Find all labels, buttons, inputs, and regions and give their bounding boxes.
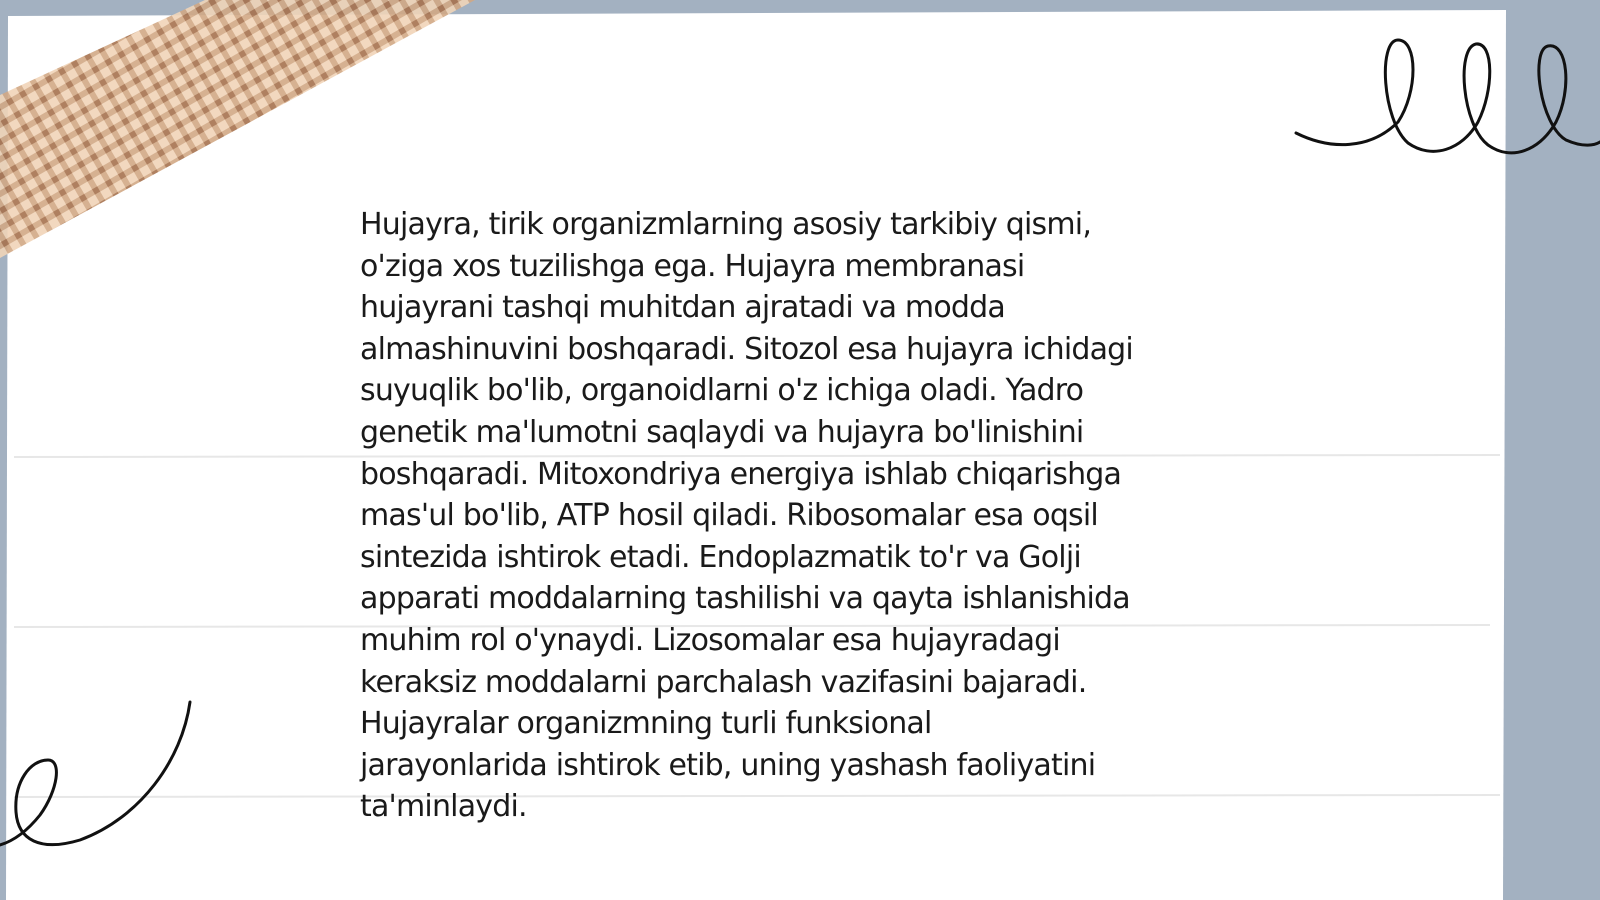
document-paragraph: Hujayra, tirik organizmlarning asosiy tarkibiy qismi, o'ziga xos tuzilishga ega. Hujayra membranasi hujayrani tashqi muhitdan ajratadi va modda almashinuvini boshqaradi. Sitozol esa hujayra ichidagi suyuqlik bo'lib, organoidlarni o'z ichiga oladi. Yadro genetik ma'lumotni saqlaydi va hujayra bo'linishini boshqaradi. Mitoxondriya energiya ishlab chiqarishga mas'ul bo'lib, ATP hosil qiladi. Ribosomalar esa oqsil sintezida ishtirok etadi. Endoplazmatik to'r va Golji apparati moddalarning tashilishi va qayta ishlanishida muhim rol o'ynaydi. Lizosomalar esa hujayradagi keraksiz moddalarni parchalash vazifasini bajaradi. Hujayralar organizmning turli funksional jarayonlarida ishtirok etib, uning yashash faoliyatini ta'minlaydi. <box>360 207 1133 825</box>
